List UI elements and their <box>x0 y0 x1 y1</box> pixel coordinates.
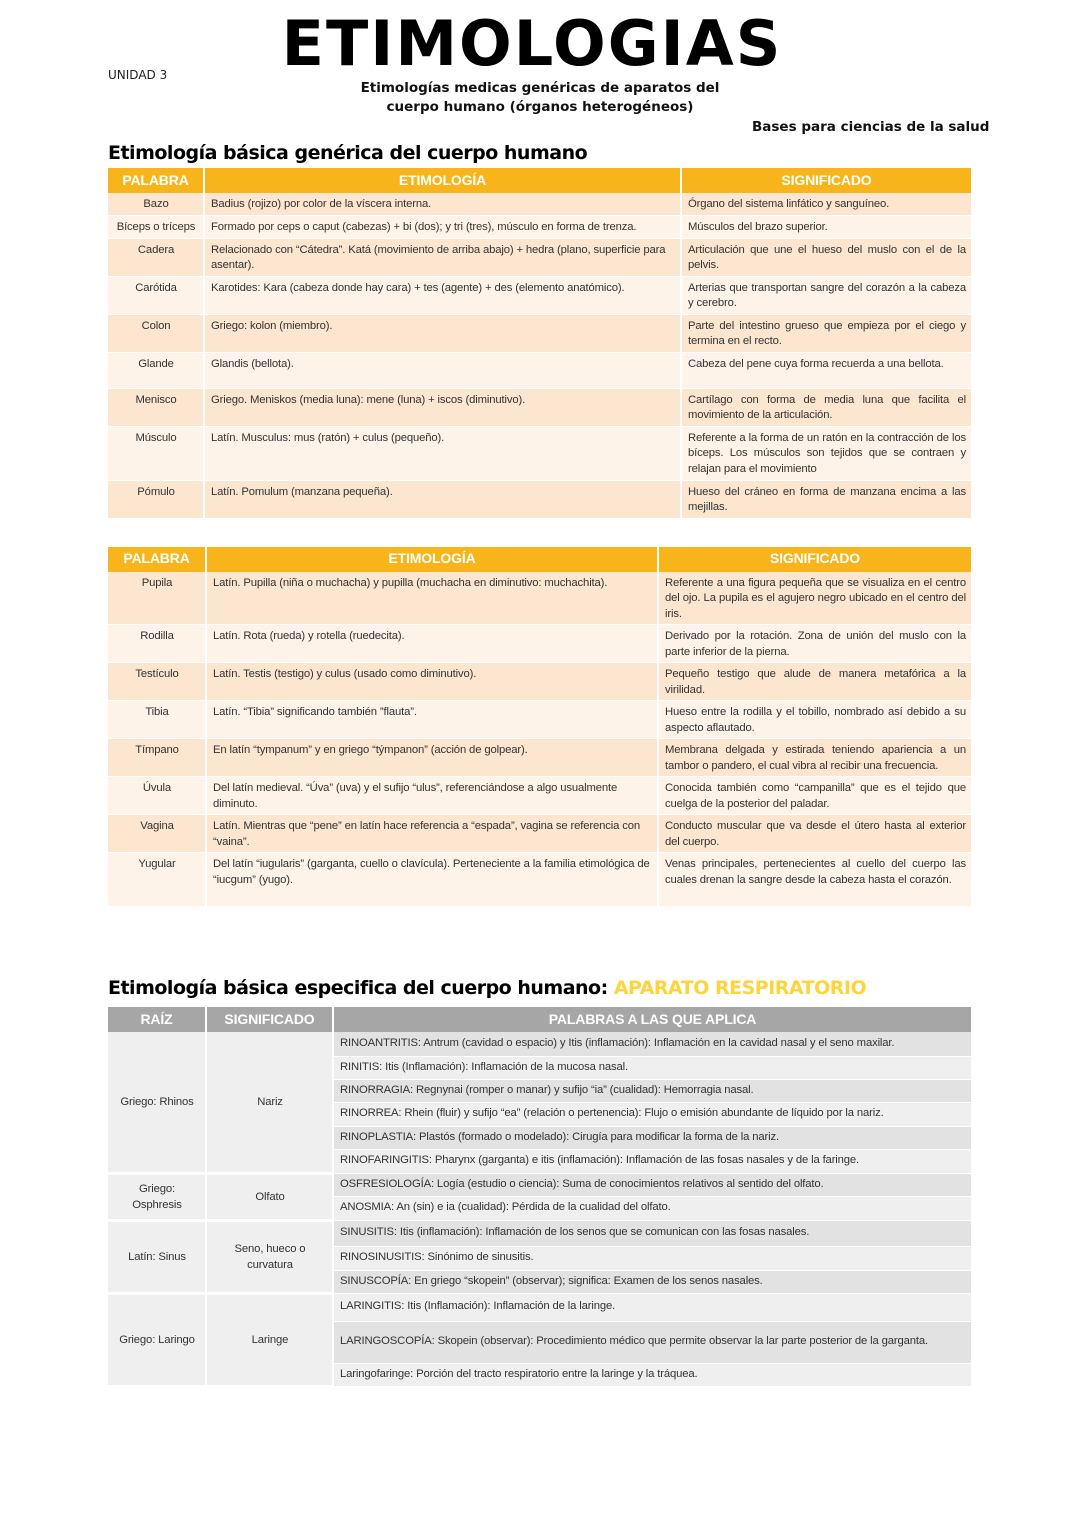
meaning-cell: Derivado por la rotación. Zona de unión del muslo con la parte inferior de la pierna. <box>658 625 972 663</box>
section3-title-text: Etimología básica especifica del cuerpo humano: <box>108 977 608 999</box>
word-cell: Vagina <box>108 815 206 853</box>
word-cell: Tímpano <box>108 739 206 777</box>
table-row <box>108 426 972 480</box>
meaning-cell: Membrana delgada y estirada teniendo apariencia a un tambor o pandero, el cual vibra al recibir una frecuencia. <box>658 739 972 777</box>
etymology-cell: Latín. Musculus: mus (ratón) + culus (pequeño). <box>204 426 681 480</box>
col-header-palabras: PALABRAS A LAS QUE APLICA <box>333 1007 972 1032</box>
table-row <box>108 853 972 907</box>
meaning-cell: Conducto muscular que va desde el útero hasta al exterior del cuerpo. <box>658 815 972 853</box>
col-header-palabra: PALABRA <box>108 168 204 193</box>
col-header-etimologia: ETIMOLOGÍA <box>204 168 681 193</box>
table-row <box>108 1173 972 1196</box>
word-cell: Testículo <box>108 663 206 701</box>
table-row <box>108 572 972 625</box>
root-meaning-cell: Seno, hueco o curvatura <box>206 1220 333 1293</box>
meaning-cell: Conocida también como “campanilla” que es el tejido que cuelga de la posterior del paladar. <box>658 777 972 815</box>
section3-highlight: APARATO RESPIRATORIO <box>613 977 867 999</box>
applied-word-cell: RINORREA: Rhein (fluir) y sufijo “ea” (relación o pertenencia): Flujo o emisión abundante de líquido por la nariz. <box>333 1102 972 1126</box>
table-row <box>108 314 972 352</box>
etymology-cell: En latín “tympanum” y en griego “týmpanon” (acción de golpear). <box>206 739 658 777</box>
applied-word-cell: SINUSCOPÍA: En griego “skopein” (observar); significa: Examen de los senos nasales. <box>333 1270 972 1293</box>
page-content <box>108 140 972 1388</box>
col-header-palabra: PALABRA <box>108 547 206 572</box>
meaning-cell: Referente a una figura pequeña que se visualiza en el centro del ojo. La pupila es el agujero negro ubicado en el centro del iris. <box>658 572 972 625</box>
root-cell: Griego: Osphresis <box>108 1173 206 1220</box>
table-row <box>108 625 972 663</box>
meaning-cell: Hueso entre la rodilla y el tobillo, nombrado así debido a su aspecto aflautado. <box>658 701 972 739</box>
applied-word-cell: OSFRESIOLOGÍA: Logía (estudio o ciencia): Suma de conocimientos relativos al sentido del olfato. <box>333 1173 972 1196</box>
table-row <box>108 1032 972 1056</box>
word-cell: Músculo <box>108 426 204 480</box>
applied-word-cell: RINOFARINGITIS: Pharynx (garganta) e itis (inflamación): Inflamación de las fosas nasales y de la faringe. <box>333 1149 972 1173</box>
applied-word-cell: RINOPLASTIA: Plastós (formado o modelado): Cirugía para modificar la forma de la nariz. <box>333 1126 972 1149</box>
table-row <box>108 777 972 815</box>
word-cell: Colon <box>108 314 204 352</box>
applied-word-cell: SINUSITIS: Itis (inflamación): Inflamación de los senos que se comunican con las fosas nasales. <box>333 1220 972 1246</box>
table-row <box>108 701 972 739</box>
word-cell: Tibia <box>108 701 206 739</box>
etymology-cell: Latín. Pupilla (niña o muchacha) y pupilla (muchacha en diminutivo: muchachita). <box>206 572 658 625</box>
applied-word-cell: RINITIS: Itis (Inflamación): Inflamación de la mucosa nasal. <box>333 1056 972 1079</box>
course-label: Bases para ciencias de la salud <box>752 119 990 135</box>
meaning-cell: Órgano del sistema linfático y sanguíneo. <box>681 193 972 215</box>
etymology-cell: Glandis (bellota). <box>204 352 681 388</box>
word-cell: Carótida <box>108 276 204 314</box>
table-row <box>108 480 972 518</box>
applied-word-cell: RINOANTRITIS: Antrum (cavidad o espacio) y Itis (inflamación): Inflamación en la cavidad nasal y el seno maxilar. <box>333 1032 972 1056</box>
meaning-cell: Pequeño testigo que alude de manera metafórica a la virilidad. <box>658 663 972 701</box>
applied-word-cell: ANOSMIA: An (sin) e ia (cualidad): Pérdida de la cualidad del olfato. <box>333 1196 972 1220</box>
meaning-cell: Cabeza del pene cuya forma recuerda a una bellota. <box>681 352 972 388</box>
word-cell: Úvula <box>108 777 206 815</box>
col-header-significado: SIGNIFICADO <box>681 168 972 193</box>
etymology-cell: Latín. Rota (rueda) y rotella (ruedecita). <box>206 625 658 663</box>
applied-word-cell: RINORRAGIA: Regnynai (romper o manar) y sufijo “ia” (cualidad): Hemorragia nasal. <box>333 1079 972 1102</box>
meaning-cell: Cartílago con forma de media luna que facilita el movimiento de la articulación. <box>681 388 972 426</box>
col-header-significado: SIGNIFICADO <box>206 1007 333 1032</box>
table-row <box>108 193 972 215</box>
table-row <box>108 815 972 853</box>
word-cell: Menisco <box>108 388 204 426</box>
table-row <box>108 276 972 314</box>
page-title: ETIMOLOGIAS <box>281 7 783 80</box>
etymology-cell: Badius (rojizo) por color de la víscera interna. <box>204 193 681 215</box>
unit-label: UNIDAD 3 <box>108 68 168 82</box>
etymology-cell: Del latín “iugularis” (garganta, cuello o clavícula). Perteneciente a la familia etimológica de “iucgum” (yugo). <box>206 853 658 907</box>
word-cell: Cadera <box>108 238 204 276</box>
etymology-cell: Del latín medieval. “Úva” (uva) y el sufijo “ulus”, referenciándose a algo usualmente diminuto. <box>206 777 658 815</box>
applied-word-cell: Laringofaringe: Porción del tracto respiratorio entre la laringe y la tráquea. <box>333 1363 972 1386</box>
root-meaning-cell: Laringe <box>206 1293 333 1386</box>
etymology-cell: Latín. Mientras que “pene” en latín hace referencia a “espada”, vagina se referencia con “vaina”. <box>206 815 658 853</box>
applied-word-cell: RINOSINUSITIS: Sinónimo de sinusitis. <box>333 1246 972 1270</box>
etymology-cell: Latín. Pomulum (manzana pequeña). <box>204 480 681 518</box>
col-header-raiz: RAÍZ <box>108 1007 206 1032</box>
page-subtitle: Etimologías medicas genéricas de aparatos del cuerpo humano (órganos heterogéneos) <box>360 80 720 115</box>
meaning-cell: Venas principales, pertenecientes al cuello del cuerpo las cuales drenan la sangre desde la cabeza hasta el corazón. <box>658 853 972 907</box>
etymology-cell: Karotides: Kara (cabeza donde hay cara) + tes (agente) + des (elemento anatómico). <box>204 276 681 314</box>
word-cell: Bazo <box>108 193 204 215</box>
table-row <box>108 1220 972 1246</box>
root-meaning-cell: Olfato <box>206 1173 333 1220</box>
meaning-cell: Articulación que une el hueso del muslo con el de la pelvis. <box>681 238 972 276</box>
word-cell: Pómulo <box>108 480 204 518</box>
etymology-cell: Latín. Testis (testigo) y culus (usado como diminutivo). <box>206 663 658 701</box>
generic-etymology-table-2 <box>108 547 973 908</box>
root-cell: Griego: Laringo <box>108 1293 206 1386</box>
root-meaning-cell: Nariz <box>206 1032 333 1173</box>
applied-word-cell: LARINGITIS: Itis (Inflamación): Inflamación de la laringe. <box>333 1293 972 1321</box>
meaning-cell: Parte del intestino grueso que empieza por el ciego y termina en el recto. <box>681 314 972 352</box>
table-row <box>108 352 972 388</box>
meaning-cell: Referente a la forma de un ratón en la contracción de los bíceps. Los músculos son tejidos que se contraen y relajan para el movimiento <box>681 426 972 480</box>
generic-etymology-table-1 <box>108 168 973 519</box>
etymology-cell: Formado por ceps o caput (cabezas) + bi (dos); y tri (tres), músculo en forma de trenza. <box>204 215 681 238</box>
table-row <box>108 215 972 238</box>
table-row <box>108 663 972 701</box>
etymology-cell: Griego. Meniskos (media luna): mene (luna) + iscos (diminutivo). <box>204 388 681 426</box>
table-row <box>108 1293 972 1321</box>
section3-title <box>108 975 972 1001</box>
meaning-cell: Hueso del cráneo en forma de manzana encima a las mejillas. <box>681 480 972 518</box>
meaning-cell: Arterias que transportan sangre del corazón a la cabeza y cerebro. <box>681 276 972 314</box>
etymology-cell: Relacionado con “Cátedra”. Katá (movimiento de arriba abajo) + hedra (plano, superficie para asentar). <box>204 238 681 276</box>
col-header-significado: SIGNIFICADO <box>658 547 972 572</box>
word-cell: Yugular <box>108 853 206 907</box>
root-cell: Griego: Rhinos <box>108 1032 206 1173</box>
word-cell: Rodilla <box>108 625 206 663</box>
section1-title: Etimología básica genérica del cuerpo humano <box>108 142 588 164</box>
word-cell: Pupila <box>108 572 206 625</box>
table-row <box>108 238 972 276</box>
meaning-cell: Músculos del brazo superior. <box>681 215 972 238</box>
table-row <box>108 388 972 426</box>
applied-word-cell: LARINGOSCOPÍA: Skopein (observar): Procedimiento médico que permite observar la lar parte posterior de la garganta. <box>333 1321 972 1363</box>
col-header-etimologia: ETIMOLOGÍA <box>206 547 658 572</box>
root-cell: Latín: Sinus <box>108 1220 206 1293</box>
etymology-cell: Latín. “Tibia” significando también ”flauta”. <box>206 701 658 739</box>
etymology-cell: Griego: kolon (miembro). <box>204 314 681 352</box>
word-cell: Glande <box>108 352 204 388</box>
respiratory-roots-table <box>108 1007 973 1388</box>
word-cell: Bíceps o tríceps <box>108 215 204 238</box>
table-row <box>108 739 972 777</box>
